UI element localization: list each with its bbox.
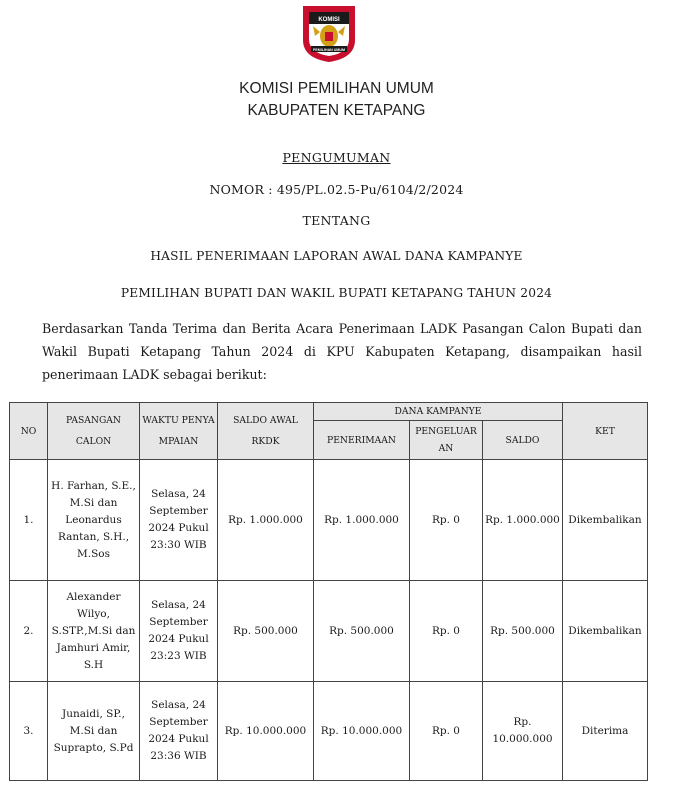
cell-initial-balance: Rp. 10.000.000 — [218, 682, 314, 781]
cell-balance: Rp. 10.000.000 — [483, 682, 563, 781]
organization-header — [0, 78, 673, 122]
cell-receipts: Rp. 500.000 — [314, 581, 410, 682]
header-notes: KET — [563, 403, 648, 460]
cell-time: Selasa, 24 September 2024 Pukul 23:30 WIB — [140, 460, 218, 581]
cell-balance: Rp. 1.000.000 — [483, 460, 563, 581]
ladk-results-table — [9, 402, 648, 781]
cell-receipts: Rp. 1.000.000 — [314, 460, 410, 581]
kpu-logo — [299, 2, 359, 64]
cell-receipts: Rp. 10.000.000 — [314, 682, 410, 781]
cell-notes: Diterima — [563, 682, 648, 781]
table-header-row — [10, 403, 648, 421]
cell-expenses: Rp. 0 — [410, 581, 483, 682]
cell-candidates: Junaidi, SP., M.Si dan Suprapto, S.Pd — [48, 682, 140, 781]
header-balance: SALDO — [483, 421, 563, 460]
cell-candidates: H. Farhan, S.E., M.Si dan Leonardus Rantan, S.H., M.Sos — [48, 460, 140, 581]
document-title: PENGUMUMAN — [282, 150, 391, 165]
cell-expenses: Rp. 0 — [410, 460, 483, 581]
header-expenses: PENGELUARAN — [410, 421, 483, 460]
kpu-emblem-icon — [299, 2, 359, 64]
cell-balance: Rp. 500.000 — [483, 581, 563, 682]
cell-no: 1. — [10, 460, 48, 581]
header-candidates: PASANGAN CALON — [48, 403, 140, 460]
cell-notes: Dikembalikan — [563, 460, 648, 581]
cell-candidates: Alexander Wilyo, S.STP.,M.Si dan Jamhuri Amir, S.H — [48, 581, 140, 682]
cell-initial-balance: Rp. 500.000 — [218, 581, 314, 682]
header-receipts: PENERIMAAN — [314, 421, 410, 460]
org-name-line2: KABUPATEN KETAPANG — [247, 102, 426, 119]
org-name-line1: KOMISI PEMILIHAN UMUM — [239, 80, 434, 97]
header-no: NO — [10, 403, 48, 460]
table-row — [10, 460, 648, 581]
cell-no: 2. — [10, 581, 48, 682]
cell-no: 3. — [10, 682, 48, 781]
cell-initial-balance: Rp. 1.000.000 — [218, 460, 314, 581]
header-campaign-funds: DANA KAMPANYE — [314, 403, 563, 421]
header-initial-balance: SALDO AWAL RKDK — [218, 403, 314, 460]
document-about: TENTANG — [302, 213, 371, 228]
cell-expenses: Rp. 0 — [410, 682, 483, 781]
logo-top-text: KOMISI — [318, 17, 340, 23]
document-subject-line1: HASIL PENERIMAAN LAPORAN AWAL DANA KAMPANYE — [150, 249, 523, 263]
cell-notes: Dikembalikan — [563, 581, 648, 682]
cell-time: Selasa, 24 September 2024 Pukul 23:36 WIB — [140, 682, 218, 781]
logo-bottom-text: PEMILIHAN UMUM — [313, 48, 345, 52]
header-time: WAKTU PENYAMPAIAN — [140, 403, 218, 460]
intro-paragraph: Berdasarkan Tanda Terima dan Berita Acara Penerimaan LADK Pasangan Calon Bupati dan Wakil Bupati Ketapang Tahun 2024 di KPU Kabupaten Ketapang, disampaikan hasil penerimaan LADK sebagai berikut: — [42, 321, 642, 382]
table-row — [10, 682, 648, 781]
document-number: NOMOR : 495/PL.02.5-Pu/6104/2/2024 — [209, 182, 464, 197]
cell-time: Selasa, 24 September 2024 Pukul 23:23 WIB — [140, 581, 218, 682]
table-row — [10, 581, 648, 682]
document-subject-line2: PEMILIHAN BUPATI DAN WAKIL BUPATI KETAPANG TAHUN 2024 — [120, 286, 553, 300]
